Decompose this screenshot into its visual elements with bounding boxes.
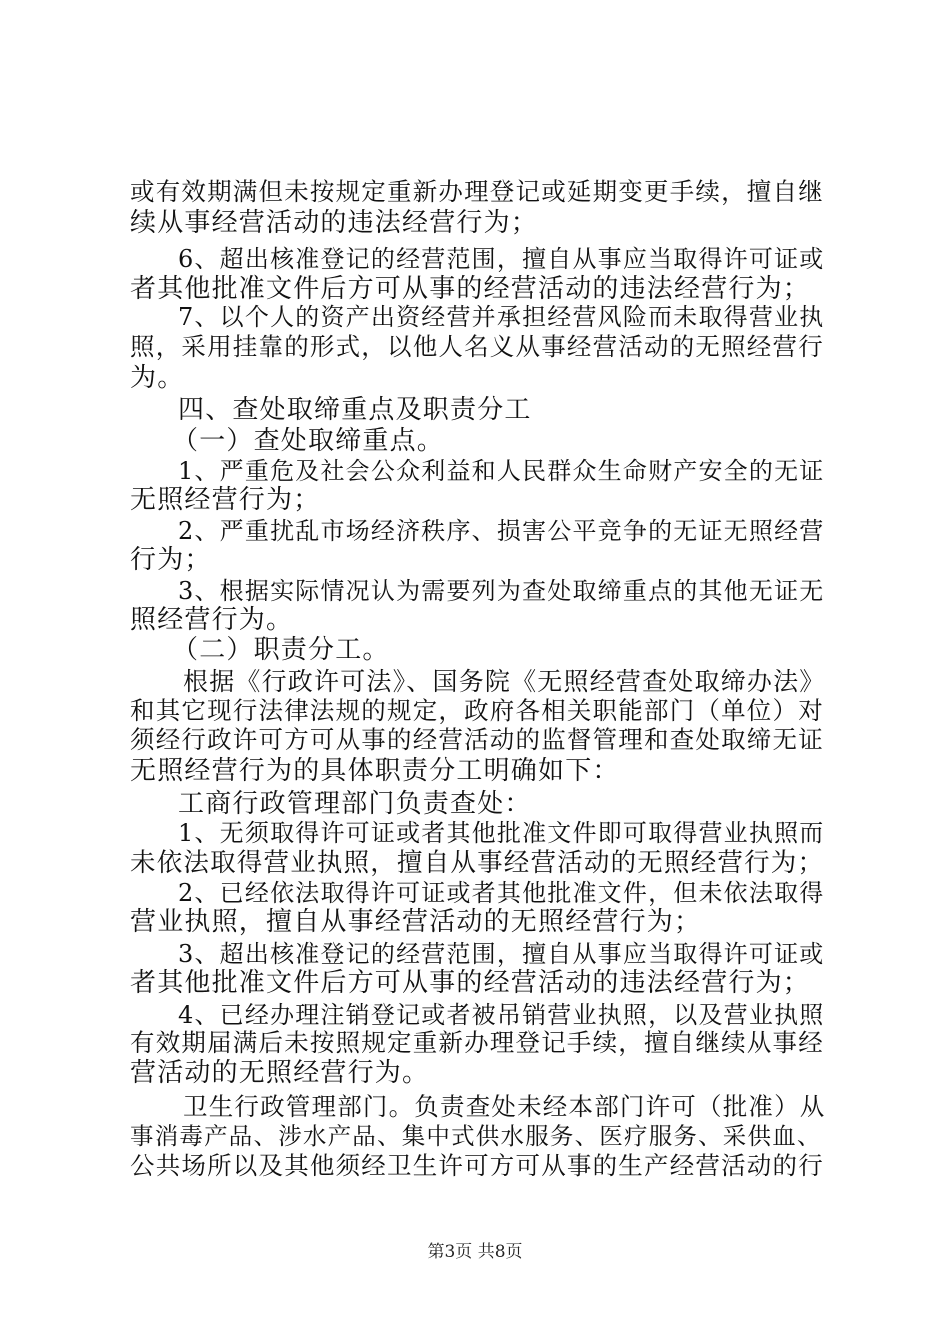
text-line: 1、严重危及社会公众利益和人民群众生命财产安全的无证 bbox=[178, 457, 825, 485]
text-line: 3、超出核准登记的经营范围，擅自从事应当取得许可证或 bbox=[178, 940, 825, 968]
section-heading: 四、查处取缔重点及职责分工 bbox=[178, 395, 532, 425]
text-line: 照，采用挂靠的形式，以他人名义从事经营活动的无照经营行 bbox=[130, 332, 824, 361]
text-line: 有效期届满后未按照规定重新办理登记手续，擅自继续从事经 bbox=[130, 1028, 824, 1057]
text-line: 2、严重扰乱市场经济秩序、损害公平竞争的无证无照经营 bbox=[178, 517, 825, 545]
text-line: 1、无须取得许可证或者其他批准文件即可取得营业执照而 bbox=[178, 819, 825, 847]
text-line: 6、超出核准登记的经营范围，擅自从事应当取得许可证或 bbox=[178, 245, 825, 273]
subsection-heading: （一）查处取缔重点。 bbox=[172, 426, 445, 456]
text-line: 营业执照，擅自从事经营活动的无照经营行为； bbox=[130, 907, 702, 937]
text-line: 4、已经办理注销登记或者被吊销营业执照，以及营业执照 bbox=[178, 1001, 825, 1029]
text-line: 工商行政管理部门负责查处： bbox=[178, 789, 532, 819]
text-line: 7、以个人的资产出资经营并承担经营风险而未取得营业执 bbox=[178, 303, 825, 331]
text-line: 根据《行政许可法》、国务院《无照经营查处取缔办法》 bbox=[183, 667, 826, 696]
text-line: 卫生行政管理部门。负责查处未经本部门许可（批准）从 bbox=[183, 1092, 826, 1121]
text-line: 事消毒产品、涉水产品、集中式供水服务、医疗服务、采供血、 bbox=[130, 1122, 822, 1150]
page-number-footer: 第3页 共8页 bbox=[427, 1242, 523, 1262]
text-line: 无照经营行为； bbox=[130, 485, 321, 515]
text-line: 者其他批准文件后方可从事的经营活动的违法经营行为； bbox=[130, 968, 811, 998]
text-line: 或有效期满但未按规定重新办理登记或延期变更手续，擅自继 bbox=[130, 177, 824, 206]
text-line: 未依法取得营业执照，擅自从事经营活动的无照经营行为； bbox=[130, 848, 825, 878]
text-line: 须经行政许可方可从事的经营活动的监督管理和查处取缔无证 bbox=[130, 725, 824, 754]
text-line: 3、根据实际情况认为需要列为查处取缔重点的其他无证无 bbox=[178, 577, 825, 605]
text-line: 者其他批准文件后方可从事的经营活动的违法经营行为； bbox=[130, 274, 811, 304]
text-line: 照经营行为。 bbox=[130, 605, 294, 635]
text-line: 公共场所以及其他须经卫生许可方可从事的生产经营活动的行 bbox=[130, 1151, 824, 1180]
text-line: 行为； bbox=[130, 545, 212, 575]
text-line: 营活动的无照经营行为。 bbox=[130, 1058, 430, 1088]
text-line: 2、已经依法取得许可证或者其他批准文件，但未依法取得 bbox=[178, 879, 825, 907]
text-line: 和其它现行法律法规的规定，政府各相关职能部门（单位）对 bbox=[130, 696, 824, 725]
subsection-heading: （二）职责分工。 bbox=[172, 635, 390, 665]
text-line: 续从事经营活动的违法经营行为； bbox=[130, 208, 539, 238]
text-line: 无照经营行为的具体职责分工明确如下： bbox=[130, 756, 620, 786]
text-line: 为。 bbox=[130, 363, 185, 393]
